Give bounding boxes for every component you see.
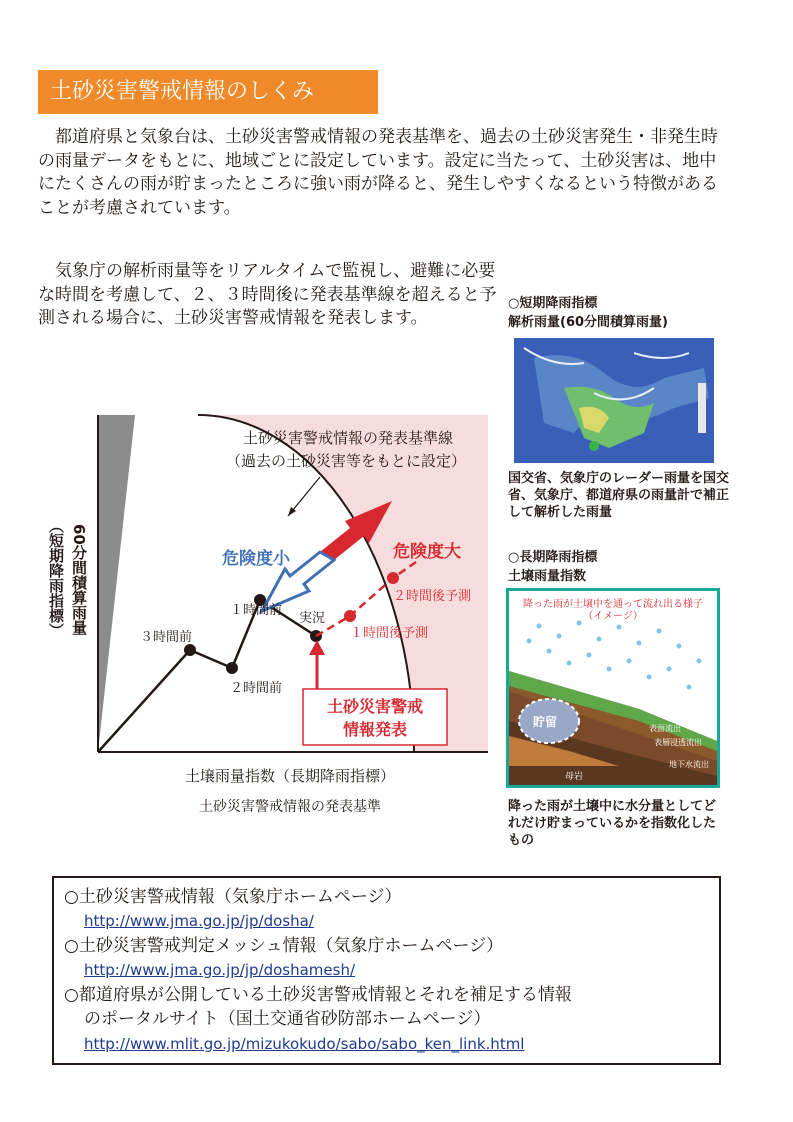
issue-label-2: 情報発表: [342, 720, 408, 739]
threshold-sublabel: （過去の土砂災害等をもとに設定）: [225, 452, 467, 470]
long-index-heading: ○長期降雨指標: [508, 550, 598, 565]
soil-image-subtitle: （イメージ）: [583, 611, 643, 622]
radar-rainfall-map: [514, 338, 714, 463]
danger-high-label: 危険度大: [393, 542, 461, 562]
label-actual: 実況: [299, 611, 326, 626]
point-2h-before: [226, 662, 238, 674]
long-index-subheading: 土壌雨量指数: [508, 569, 587, 584]
x-axis-label: 土壌雨量指数（長期降雨指標）: [184, 767, 396, 785]
y-axis-gradient: [98, 415, 135, 752]
criteria-diagram: [40, 405, 500, 825]
point-forecast-2h: [387, 572, 399, 584]
danger-low-label: 危険度小: [222, 549, 290, 569]
reference-links-box: [52, 876, 721, 1065]
label-groundwater-runoff: 地下水流出: [669, 760, 709, 769]
label-subsurface-runoff: 表層浸透流出: [654, 738, 702, 747]
soil-image-title: 降った雨が土壌中を通って流れ出る様子: [523, 599, 703, 610]
diagram-caption: 土砂災害警戒情報の発表基準: [199, 799, 381, 815]
label-surface-runoff: 表面流出: [649, 724, 681, 733]
section-title: 土砂災害警戒情報のしくみ: [38, 70, 378, 114]
short-index-caption: 国交省、気象庁のレーダー雨量を国交省、気象庁、都道府県の雨量計で補正して解析した雨量: [508, 471, 730, 520]
label-forecast-2h: ２時間後予測: [393, 589, 472, 604]
link-jma-dosha[interactable]: http://www.jma.go.jp/jp/dosha/: [84, 912, 314, 930]
short-index-subheading: 解析雨量(60分間積算雨量): [508, 315, 668, 330]
issue-label-1: 土砂災害警戒: [326, 697, 424, 716]
long-index-caption: 降った雨が土壌中に水分量としてどれだけ貯まっているかを指数化したもの: [508, 799, 717, 848]
short-index-heading: ○短期降雨指標: [508, 296, 598, 311]
point-forecast-1h: [344, 610, 356, 622]
intro-paragraph: 都道府県と気象台は、土砂災害警戒情報の発表基準を、過去の土砂災害発生・非発生時の雨量データをもとに、地域ごとに設定しています。設定に当たって、土砂災害は、地中にたくさんの雨が貯まったところに強い雨が降ると、発生しやすくなるという特徴があることが考慮されています。: [38, 127, 718, 218]
soil-water-image: [506, 588, 720, 788]
link-mlit-sabo[interactable]: http://www.mlit.go.jp/mizukokudo/sabo/sabo_ken_link.html: [84, 1035, 525, 1053]
label-bedrock: 母岩: [565, 772, 584, 782]
point-3h-before: [184, 644, 196, 656]
y-axis-sublabel: （短期降雨指標）: [47, 518, 65, 638]
y-axis-label: 60分間積算雨量: [70, 524, 88, 635]
ref-label-doshamesh: ○土砂災害警戒判定メッシュ情報（気象庁ホームページ）: [64, 936, 504, 956]
label-1h-before: １時間前: [230, 603, 283, 618]
monitoring-paragraph: 気象庁の解析雨量等をリアルタイムで監視し、避難に必要な時間を考慮して、２、３時間後に発表基準線を超えると予測される場合に、土砂災害警戒情報を発表します。: [38, 261, 497, 328]
observed-path: [98, 600, 316, 752]
ref-label-portal: ○都道府県が公開している土砂災害警戒情報とそれを補足する情報: [64, 985, 572, 1005]
threshold-label: 土砂災害警戒情報の発表基準線: [242, 429, 454, 447]
link-jma-doshamesh[interactable]: http://www.jma.go.jp/jp/doshamesh/: [84, 961, 356, 979]
label-forecast-1h: １時間後予測: [350, 626, 429, 641]
label-2h-before: ２時間前: [230, 681, 283, 696]
ref-label-dosha: ○土砂災害警戒情報（気象庁ホームページ）: [64, 887, 402, 907]
ref-label-portal-cont: のポータルサイト（国土交通省砂防部ホームページ）: [84, 1009, 491, 1029]
label-storage: 貯留: [533, 715, 558, 729]
label-3h-before: ３時間前: [140, 630, 193, 645]
